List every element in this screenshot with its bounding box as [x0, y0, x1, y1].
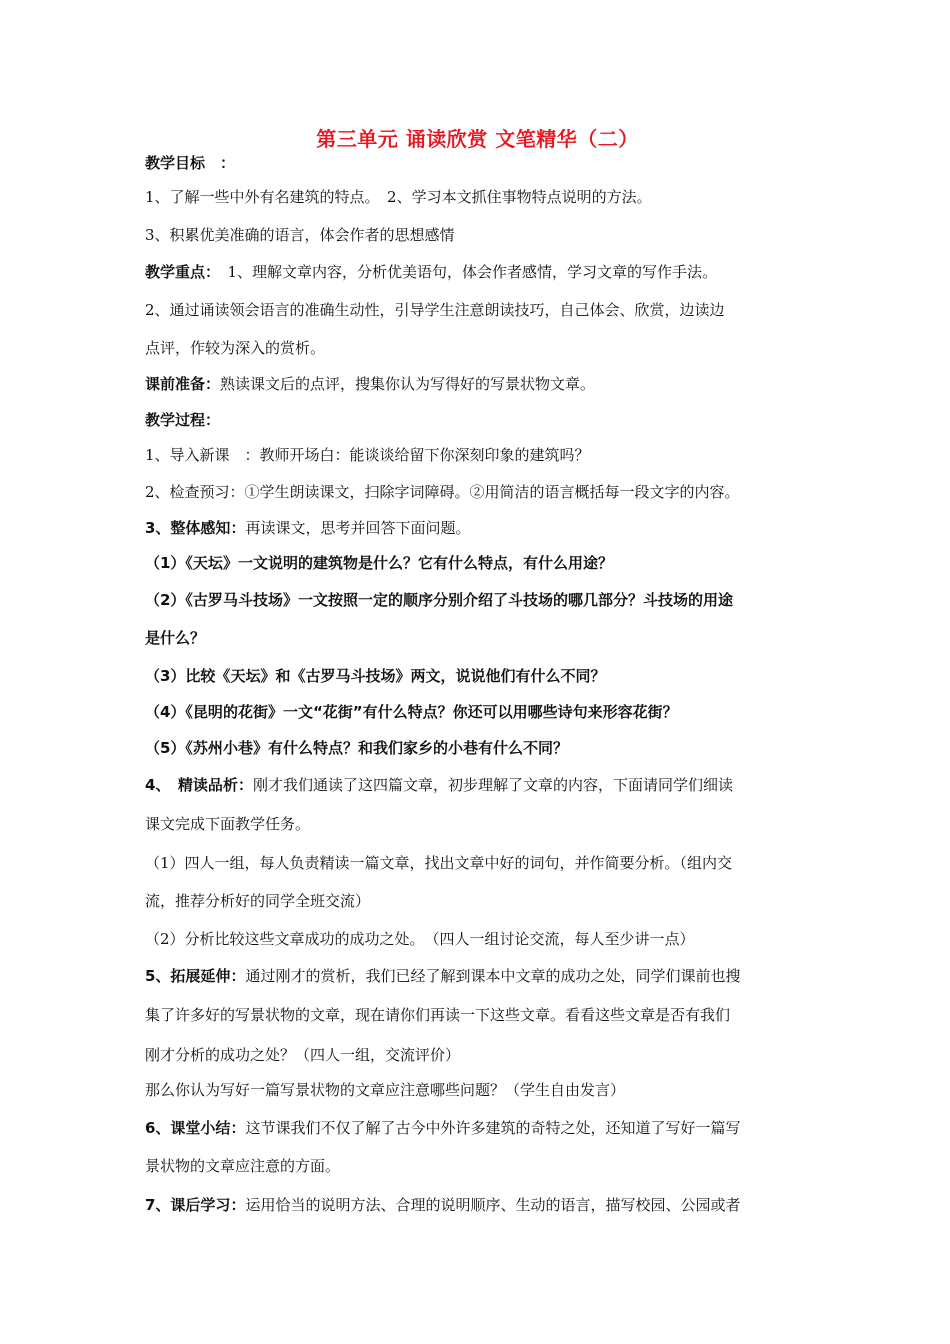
step-1: 1、导入新课 ：教师开场白：能谈谈给留下你深刻印象的建筑吗？ — [145, 446, 590, 464]
step-5-line-2: 集了许多好的写景状物的文章，现在请你们再读一下这些文章。看看这些文章是否有我们 — [145, 1006, 731, 1024]
prep-text: 熟读课文后的点评，搜集你认为写得好的写景状物文章。 — [220, 375, 596, 393]
step-5-label: 5、拓展延伸： — [145, 967, 246, 985]
task-2: （2）分析比较这些文章成功的成功之处。 （四人一组讨论交流，每人至少讲一点） — [145, 930, 695, 948]
step-3 — [145, 518, 470, 538]
step-4-label: 4、 精读品析： — [145, 776, 253, 794]
step-5-text: 通过刚才的赏析，我们已经了解到课本中文章的成功之处，同学们课前也搜 — [245, 967, 741, 985]
document-title: 第三单元 诵读欣赏 文笔精华（二） — [316, 127, 639, 151]
key-points-line-3: 点评，作较为深入的赏析。 — [145, 339, 326, 357]
question-1: （1）《天坛》一文说明的建筑物是什么？它有什么特点，有什么用途？ — [145, 554, 613, 572]
step-5-line-3: 刚才分析的成功之处？（四人一组，交流评价） — [145, 1046, 461, 1064]
step-6-line-2: 景状物的文章应注意的方面。 — [145, 1157, 341, 1175]
prep-line — [145, 374, 595, 394]
step-7-text: 运用恰当的说明方法、合理的说明顺序、生动的语言，描写校园、公园或者 — [245, 1196, 741, 1214]
step-2: 2、检查预习：①学生朗读课文，扫除字词障碍。②用简洁的语言概括每一段文字的内容。 — [145, 483, 740, 501]
task-1-line-1: （1）四人一组，每人负责精读一篇文章，找出文章中好的词句，并作简要分析。（组内交 — [145, 854, 733, 872]
key-points-line-2: 2、通过诵读领会语言的准确生动性，引导学生注意朗读技巧，自己体会、欣赏，边读边 — [145, 301, 725, 319]
question-2-line-1: （2）《古罗马斗技场》一文按照一定的顺序分别介绍了斗技场的哪几部分？斗技场的用途 — [145, 591, 733, 609]
step-3-label: 3、整体感知： — [145, 519, 246, 537]
key-points-label: 教学重点： — [145, 263, 213, 281]
step-5-line-4: 那么你认为写好一篇写景状物的文章应注意哪些问题？（学生自由发言） — [145, 1081, 626, 1099]
question-4: （4）《昆明的花街》一文“花街”有什么特点？你还可以用哪些诗句来形容花街？ — [145, 703, 678, 721]
step-4-text: 刚才我们通读了这四篇文章，初步理解了文章的内容，下面请同学们细读 — [252, 776, 733, 794]
objectives-line-2: 3、积累优美准确的语言，体会作者的思想感情 — [145, 226, 455, 244]
step-4-line-2: 课文完成下面教学任务。 — [145, 815, 311, 833]
question-5: （5）《苏州小巷》有什么特点？和我们家乡的小巷有什么不同？ — [145, 739, 568, 757]
question-3: （3）比较《天坛》和《古罗马斗技场》两文，说说他们有什么不同？ — [145, 667, 606, 685]
step-4 — [145, 775, 733, 795]
question-2-line-2: 是什么？ — [145, 629, 206, 647]
step-7 — [145, 1195, 740, 1215]
prep-label: 课前准备： — [145, 375, 221, 393]
key-points-text: 1、理解文章内容，分析优美语句，体会作者感情，学习文章的写作手法。 — [212, 263, 718, 281]
step-6-label: 6、课堂小结： — [145, 1119, 246, 1137]
key-points-line-1 — [145, 262, 717, 282]
objectives-line-1: 1、了解一些中外有名建筑的特点。 2、学习本文抓住事物特点说明的方法。 — [145, 188, 652, 206]
step-5 — [145, 966, 740, 986]
task-1-line-2: 流，推荐分析好的同学全班交流） — [145, 892, 371, 910]
step-7-label: 7、课后学习： — [145, 1196, 246, 1214]
step-6 — [145, 1118, 740, 1138]
process-label: 教学过程： — [145, 411, 221, 429]
objectives-label: 教学目标 ： — [145, 154, 236, 172]
step-3-text: 再读课文，思考并回答下面问题。 — [245, 519, 471, 537]
step-6-text: 这节课我们不仅了解了古今中外许多建筑的奇特之处，还知道了写好一篇写 — [245, 1119, 741, 1137]
